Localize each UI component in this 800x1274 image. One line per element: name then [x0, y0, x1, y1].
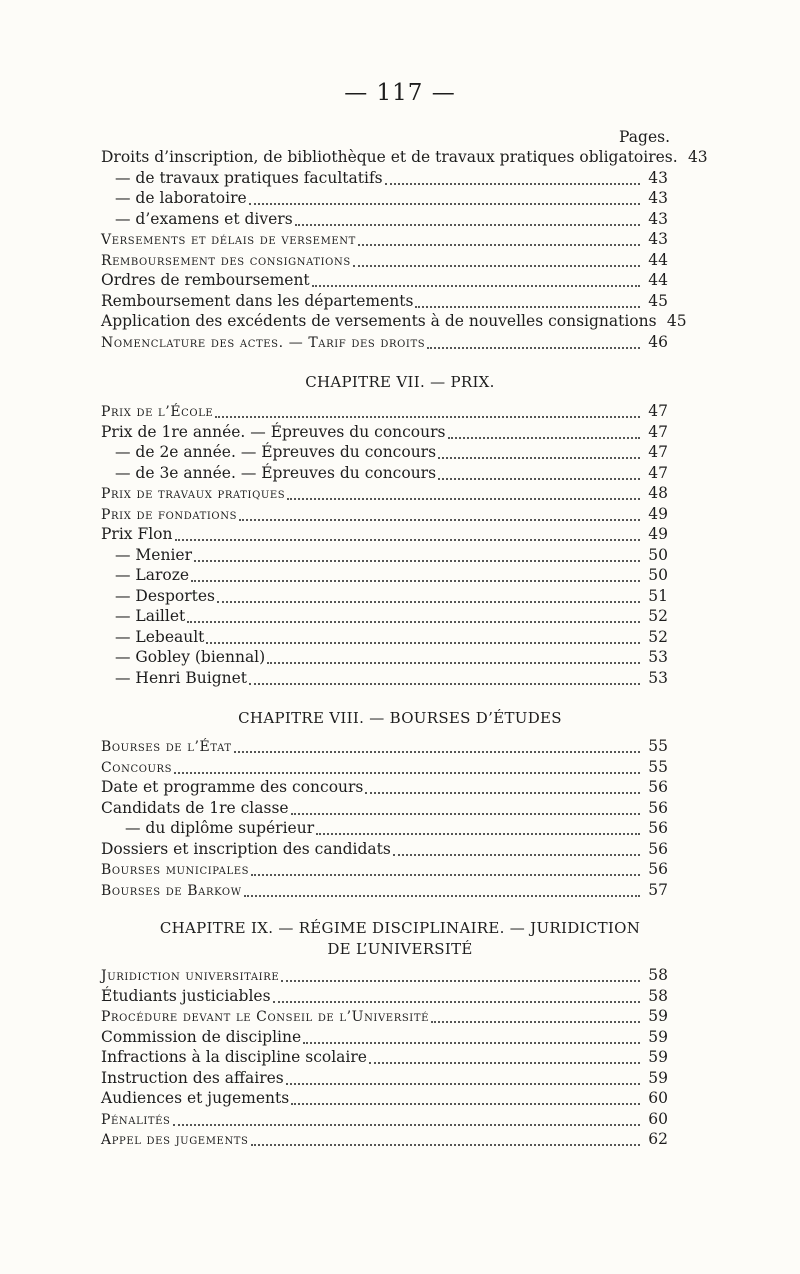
toc-entry-page: 59	[648, 1048, 668, 1066]
dot-leader	[291, 1103, 640, 1105]
toc-entry-label: Bourses de l’État	[101, 739, 232, 755]
toc-entry	[101, 1130, 668, 1151]
dot-leader	[217, 601, 640, 603]
toc-entry	[101, 423, 668, 444]
toc-section-fees	[101, 148, 708, 353]
toc-entry-page: 59	[648, 1068, 668, 1087]
toc-entry-label: Pénalités	[101, 1111, 171, 1128]
dot-leader	[303, 1042, 640, 1044]
toc-entry-label: Candidats de 1re classe	[101, 798, 289, 817]
toc-entry-label: — Laillet	[115, 607, 186, 625]
toc-entry-label: Commission de discipline	[101, 1027, 302, 1046]
toc-entry	[101, 987, 668, 1008]
dot-leader	[267, 662, 640, 664]
toc-entry	[101, 669, 668, 690]
dot-leader	[316, 833, 640, 835]
toc-entry	[101, 778, 668, 799]
toc-entry	[101, 505, 668, 526]
toc-entry-label: — Laroze	[115, 566, 190, 584]
dot-leader	[206, 642, 640, 644]
toc-entry	[101, 210, 668, 231]
dot-leader	[249, 683, 640, 685]
pages-column-label: Pages.	[619, 128, 670, 146]
toc-entry	[101, 648, 668, 669]
toc-entry-label: — Menier	[115, 545, 192, 564]
chapter-7-title: CHAPITRE VII. — PRIX.	[305, 373, 495, 391]
toc-entry-page: 53	[648, 648, 668, 666]
toc-entry	[101, 758, 668, 779]
toc-entry	[101, 1110, 668, 1131]
toc-entry	[101, 464, 668, 485]
toc-entry-page: 60	[648, 1089, 668, 1107]
toc-entry	[101, 1048, 668, 1069]
toc-entry-label: Bourses de Barkow	[101, 882, 242, 899]
toc-entry	[101, 881, 668, 902]
toc-entry	[101, 271, 668, 292]
toc-entry-page: 51	[648, 586, 668, 605]
toc-entry-page: 55	[648, 737, 668, 755]
toc-entry-page: 43	[648, 230, 668, 248]
toc-entry	[101, 292, 668, 313]
dot-leader	[427, 347, 640, 349]
toc-entry-label: Audiences et jugements	[101, 1089, 290, 1107]
toc-entry	[101, 1007, 668, 1028]
dot-leader	[251, 874, 640, 876]
toc-entry	[101, 1089, 668, 1110]
toc-entry-page: 62	[648, 1130, 668, 1148]
toc-entry-page: 59	[648, 1007, 668, 1025]
toc-entry-page: 52	[648, 607, 668, 625]
toc-section-prizes	[101, 402, 668, 689]
toc-entry-label: — de laboratoire	[115, 189, 247, 207]
toc-entry-page: 47	[648, 463, 668, 482]
toc-entry-label: Date et programme des concours	[101, 778, 364, 796]
toc-entry-page: 56	[648, 798, 668, 817]
toc-entry-label: Remboursement dans les départements	[101, 291, 414, 310]
toc-entry-page: 53	[648, 668, 668, 687]
toc-entry-label: — Desportes	[115, 586, 216, 605]
toc-entry	[101, 189, 668, 210]
toc-entry-page: 45	[666, 312, 687, 330]
dot-leader	[438, 457, 640, 459]
dot-leader	[251, 1144, 640, 1146]
toc-entry-label: Application des excédents de versements à de nouvelles consignations	[101, 312, 657, 330]
toc-entry-page: 43	[648, 209, 668, 228]
dot-leader	[448, 437, 641, 439]
toc-entry-page: 56	[648, 839, 668, 858]
toc-entry-page: 47	[648, 443, 668, 461]
dot-leader	[287, 498, 640, 500]
toc-entry	[101, 819, 668, 840]
toc-entry-label: Droits d’inscription, de bibliothèque et de travaux pratiques obligatoires.	[101, 148, 678, 166]
dot-leader	[291, 813, 640, 815]
toc-entry	[101, 628, 668, 649]
toc-entry	[101, 1069, 668, 1090]
toc-entry-page: 56	[648, 860, 668, 878]
dot-leader	[191, 580, 640, 582]
toc-entry-page: 44	[648, 271, 668, 289]
toc-entry-page: 46	[648, 332, 668, 351]
toc-entry-label: — de travaux pratiques facultatifs	[115, 168, 383, 187]
dot-leader	[431, 1021, 640, 1023]
toc-entry	[101, 312, 687, 333]
dot-leader	[244, 895, 640, 897]
toc-section-scholarships	[101, 737, 668, 901]
toc-entry-label: — de 3e année. — Épreuves du concours	[115, 463, 437, 482]
toc-entry-page: 49	[648, 525, 668, 543]
toc-entry-label: — du diplôme supérieur	[125, 819, 315, 837]
toc-entry	[101, 546, 668, 567]
toc-entry-page: 50	[648, 545, 668, 564]
toc-entry-page: 58	[648, 986, 668, 1005]
dot-leader	[175, 539, 641, 541]
toc-entry	[101, 1028, 668, 1049]
toc-entry	[101, 148, 708, 169]
toc-entry	[101, 840, 668, 861]
page-number: — 117 —	[344, 80, 456, 106]
toc-entry-page: 48	[648, 484, 668, 502]
toc-entry-label: Prix Flon	[101, 525, 173, 543]
dot-leader	[194, 560, 640, 562]
dot-leader	[286, 1083, 640, 1085]
toc-entry	[101, 443, 668, 464]
toc-entry	[101, 251, 668, 272]
toc-entry-page: 47	[648, 402, 668, 420]
toc-entry-label: — Henri Buignet	[115, 668, 248, 687]
toc-section-discipline	[101, 966, 668, 1151]
toc-entry-label: — Gobley (biennal)	[115, 648, 266, 666]
dot-leader	[273, 1001, 640, 1003]
toc-entry-label: Dossiers et inscription des candidats	[101, 839, 391, 858]
toc-entry	[101, 607, 668, 628]
toc-entry-page: 59	[648, 1027, 668, 1046]
dot-leader	[215, 416, 640, 418]
toc-entry-page: 43	[687, 148, 708, 166]
dot-leader	[173, 1124, 640, 1126]
toc-entry-page: 58	[648, 966, 668, 984]
toc-entry-label: Infractions à la discipline scolaire	[101, 1048, 367, 1066]
dot-leader	[295, 224, 640, 226]
toc-entry	[101, 402, 668, 423]
dot-leader	[239, 519, 640, 521]
toc-entry	[101, 525, 668, 546]
toc-entry	[101, 860, 668, 881]
toc-entry-label: Procédure devant le Conseil de l’Université	[101, 1009, 429, 1025]
dot-leader	[187, 621, 640, 623]
dot-leader	[415, 306, 640, 308]
toc-entry-label: Bourses municipales	[101, 862, 250, 878]
toc-entry	[101, 333, 668, 354]
dot-leader	[281, 980, 640, 982]
toc-entry-page: 55	[648, 757, 668, 776]
toc-entry-page: 56	[648, 778, 668, 796]
toc-entry	[101, 587, 668, 608]
dot-leader	[358, 244, 640, 246]
dot-leader	[249, 203, 640, 205]
chapter-9-title-line1: CHAPITRE IX. — RÉGIME DISCIPLINAIRE. — JURIDICTION	[159, 919, 641, 937]
toc-entry-page: 44	[648, 250, 668, 269]
toc-entry-page: 49	[648, 504, 668, 523]
toc-entry	[101, 484, 668, 505]
dot-leader	[353, 265, 640, 267]
dot-leader	[369, 1062, 640, 1064]
toc-entry-label: Juridiction universitaire	[101, 968, 280, 984]
toc-entry-label: Prix de 1re année. — Épreuves du concours	[101, 422, 446, 441]
dot-leader	[385, 183, 640, 185]
toc-entry-page: 57	[648, 880, 668, 899]
toc-entry	[101, 169, 668, 190]
dot-leader	[365, 792, 640, 794]
toc-entry-label: Nomenclature des actes. — Tarif des droits	[101, 334, 426, 351]
toc-entry-page: 60	[648, 1109, 668, 1128]
toc-entry-label: Étudiants justiciables	[101, 986, 271, 1005]
toc-entry	[101, 737, 668, 758]
toc-entry-label: Ordres de remboursement	[101, 271, 310, 289]
toc-entry-label: Prix de fondations	[101, 506, 238, 523]
toc-entry	[101, 566, 668, 587]
toc-entry-label: Appel des jugements	[101, 1132, 249, 1148]
toc-entry-label: — de 2e année. — Épreuves du concours	[115, 443, 437, 461]
toc-entry-label: — d’examens et divers	[115, 209, 293, 228]
toc-entry	[101, 230, 668, 251]
toc-entry-label: Prix de l’École	[101, 404, 214, 420]
chapter-8-title: CHAPITRE VIII. — BOURSES D’ÉTUDES	[238, 709, 562, 727]
chapter-9-title-line2: DE L’UNIVERSITÉ	[327, 940, 473, 958]
dot-leader	[393, 854, 640, 856]
toc-entry-label: Versements et délais de versement	[101, 232, 356, 248]
toc-entry	[101, 799, 668, 820]
toc-entry-label: — Lebeault	[115, 627, 205, 646]
toc-entry-label: Instruction des affaires	[101, 1068, 284, 1087]
toc-entry	[101, 966, 668, 987]
dot-leader	[174, 772, 640, 774]
toc-entry-label: Remboursement des consignations	[101, 252, 351, 269]
dot-leader	[438, 478, 640, 480]
toc-entry-page: 52	[648, 627, 668, 646]
toc-entry-label: Prix de travaux pratiques	[101, 486, 286, 502]
dot-leader	[312, 285, 640, 287]
toc-entry-page: 50	[648, 566, 668, 584]
toc-entry-label: Concours	[101, 759, 173, 776]
toc-entry-page: 43	[648, 189, 668, 207]
dot-leader	[234, 751, 640, 753]
toc-entry-page: 43	[648, 168, 668, 187]
toc-entry-page: 45	[648, 291, 668, 310]
toc-entry-page: 56	[648, 819, 668, 837]
toc-entry-page: 47	[648, 422, 668, 441]
